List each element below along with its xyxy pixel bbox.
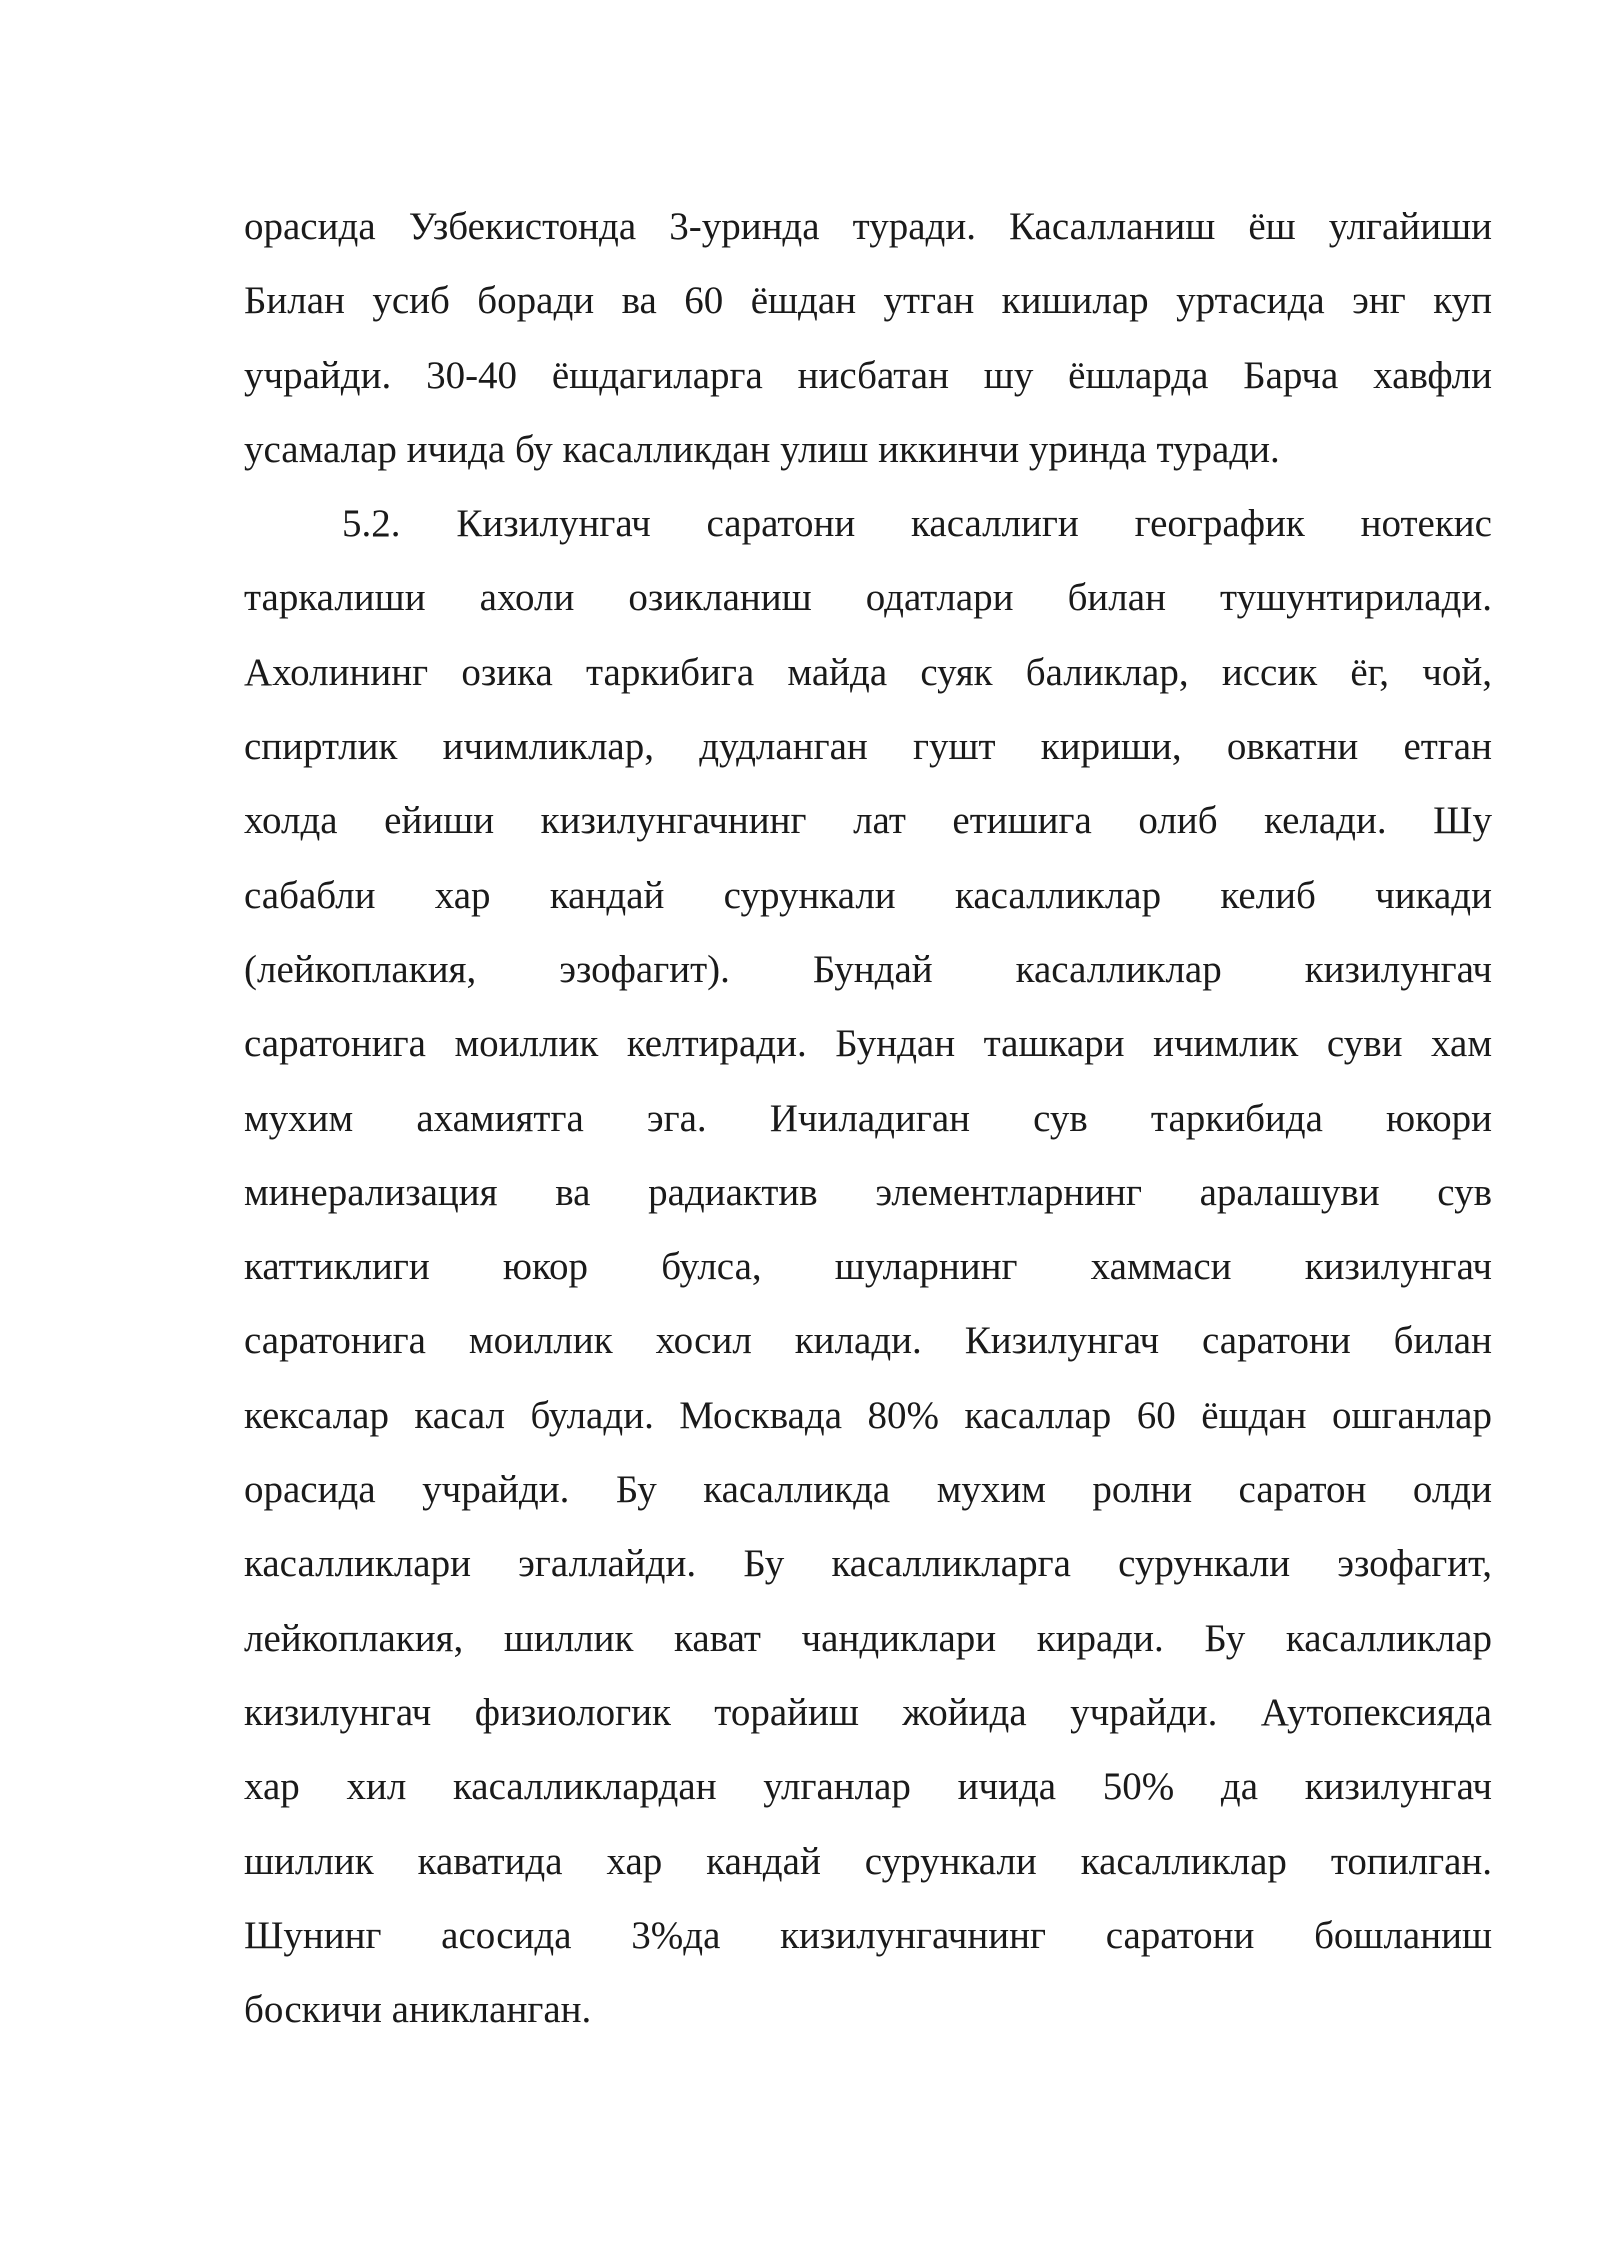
text-line: шиллик каватида хар кандай сурункали касалликлар топилган.	[244, 1839, 1492, 1883]
text-line: боскичи аникланган.	[244, 1988, 592, 2032]
text-line: холда ейиши кизилунгачнинг лат етишига олиб келади. Шу	[244, 799, 1492, 843]
text-line: Ахолининг озика таркибига майда суяк баликлар, иссик ёг, чой,	[244, 650, 1492, 694]
text-line: орасида учрайди. Бу касалликда мухим ролни саратон олди	[244, 1468, 1492, 1512]
text-line: спиртлик ичимликлар, дудланган гушт кириши, овкатни етган	[244, 725, 1492, 769]
text-line: мухим ахамиятга эга. Ичиладиган сув таркибида юкори	[244, 1096, 1492, 1140]
paragraph-start-line: 5.2. Кизилунгач саратони касаллиги географик нотекис	[342, 502, 1492, 546]
text-line: саратонига моиллик хосил килади. Кизилунгач саратони билан	[244, 1319, 1492, 1363]
text-line: сабабли хар кандай сурункали касалликлар келиб чикади	[244, 873, 1492, 917]
text-line: (лейкоплакия, эзофагит). Бундай касалликлар кизилунгач	[244, 947, 1492, 991]
text-line: таркалиши ахоли озикланиш одатлари билан тушунтирилади.	[244, 576, 1492, 620]
text-line: усамалар ичида бу касалликдан улиш иккинчи уринда туради.	[244, 427, 1280, 471]
text-line: орасида Узбекистонда 3-уринда туради. Касалланиш ёш улгайиши	[244, 205, 1492, 248]
text-line: минерализация ва радиактив элементларнинг аралашуви сув	[244, 1170, 1492, 1214]
text-line: касалликлари эгаллайди. Бу касалликларга сурункали эзофагит,	[244, 1542, 1492, 1586]
text-line: лейкоплакия, шиллик кават чандиклари киради. Бу касалликлар	[244, 1616, 1492, 1660]
text-line: кексалар касал булади. Москвада 80% касаллар 60 ёшдан ошганлар	[244, 1393, 1492, 1437]
text-line: саратонига моиллик келтиради. Бундан ташкари ичимлик суви хам	[244, 1022, 1492, 1066]
text-line: хар хил касалликлардан улганлар ичида 50% да кизилунгач	[244, 1765, 1492, 1809]
text-line: кизилунгач физиологик торайиш жойида учрайди. Аутопексияда	[244, 1690, 1492, 1734]
text-line: каттиклиги юкор булса, шуларнинг хаммаси кизилунгач	[244, 1245, 1492, 1289]
body-text	[244, 190, 1492, 2047]
text-line: учрайди. 30-40 ёшдагиларга нисбатан шу ёшларда Барча хавфли	[244, 353, 1492, 397]
text-line: Билан усиб боради ва 60 ёшдан утган кишилар уртасида энг куп	[244, 279, 1492, 323]
text-line: Шунинг асосида 3%да кизилунгачнинг саратони бошланиш	[244, 1913, 1492, 1957]
